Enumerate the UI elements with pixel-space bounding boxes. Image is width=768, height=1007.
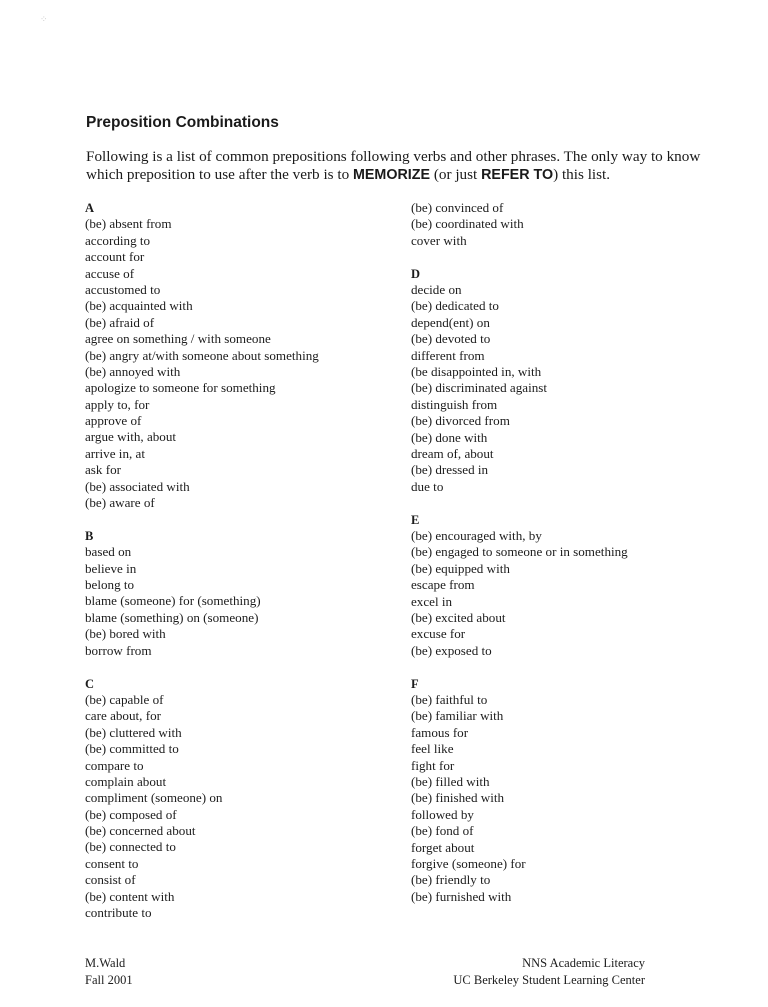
list-item: (be) convinced of <box>411 200 504 215</box>
list-item: consent to <box>85 855 139 871</box>
list-item: argue with, about <box>85 429 177 445</box>
list-item: forget about <box>411 839 475 855</box>
list-item: accuse of <box>85 265 135 281</box>
scan-speck-mark: ⁘ <box>40 14 48 24</box>
list-item: escape from <box>411 577 475 593</box>
list-item: (be) friendly to <box>411 872 491 888</box>
list-item: belong to <box>85 577 135 593</box>
list-item: forgive (someone) for <box>411 855 526 871</box>
section-letter-heading: A <box>85 201 95 215</box>
list-item: complain about <box>85 773 167 789</box>
list-item: apologize to someone for something <box>85 380 276 396</box>
list-item: (be) capable of <box>85 691 164 707</box>
section-letter-heading: B <box>85 528 94 543</box>
list-item: consist of <box>85 872 136 888</box>
list-item: accustomed to <box>85 281 161 297</box>
footer-author: M.Wald <box>85 956 126 970</box>
section-letter-heading: C <box>85 676 95 691</box>
list-item: cover with <box>411 232 467 248</box>
letter-section-f <box>411 676 711 905</box>
section-letter-heading: F <box>411 676 419 691</box>
footer-term: Fall 2001 <box>85 972 133 987</box>
intro-emphasis-memorize: MEMORIZE <box>352 167 431 183</box>
list-item: distinguish from <box>411 396 498 412</box>
list-item: famous for <box>411 724 469 740</box>
section-letter-heading: D <box>411 266 421 281</box>
list-item: compare to <box>85 757 144 773</box>
list-item: (be) fond of <box>411 823 474 839</box>
list-item: different from <box>411 347 485 363</box>
list-item: (be) devoted to <box>411 331 491 347</box>
list-item: followed by <box>411 806 474 822</box>
list-item: ask for <box>85 462 121 478</box>
page-title: Preposition Combinations <box>86 114 279 131</box>
list-item: (be) content with <box>85 888 175 904</box>
list-item: apply to, for <box>85 396 150 412</box>
list-item: (be) exposed to <box>411 642 492 658</box>
intro-text-3: ) this list. <box>553 166 611 183</box>
list-item: (be) concerned about <box>85 823 196 839</box>
list-item: borrow from <box>85 642 152 658</box>
footer-right <box>453 955 645 988</box>
intro-emphasis-refer-to: REFER TO <box>481 167 554 183</box>
list-item: care about, for <box>85 708 161 724</box>
list-item: (be) cluttered with <box>85 724 182 740</box>
list-item: (be) finished with <box>411 790 505 806</box>
list-item: (be disappointed in, with <box>411 364 542 380</box>
list-item: (be) connected to <box>85 839 176 855</box>
list-item: compliment (someone) on <box>85 790 223 806</box>
list-item: believe in <box>85 560 137 576</box>
list-item: (be) afraid of <box>85 314 155 330</box>
letter-section-continued <box>411 200 711 249</box>
right-column <box>411 200 711 905</box>
list-item: (be) filled with <box>411 774 490 789</box>
list-item: decide on <box>411 282 462 298</box>
list-item: excuse for <box>411 626 466 642</box>
list-item: excel in <box>411 593 453 609</box>
letter-section-d <box>411 266 711 495</box>
list-item: (be) associated with <box>85 478 190 494</box>
letter-section-a <box>85 200 385 511</box>
list-item: agree on something / with someone <box>85 331 271 347</box>
list-item: blame (something) on (someone) <box>85 609 259 625</box>
list-item: (be) excited about <box>411 609 506 625</box>
list-item: (be) encouraged with, by <box>411 528 542 544</box>
list-item: blame (someone) for (something) <box>85 593 261 609</box>
intro-text-2: (or just <box>433 166 478 183</box>
list-item: (be) bored with <box>85 626 166 642</box>
list-item: account for <box>85 249 145 265</box>
list-item: according to <box>85 232 151 248</box>
list-item: (be) aware of <box>85 495 155 511</box>
list-item: (be) absent from <box>85 216 172 232</box>
list-item: (be) annoyed with <box>85 363 181 379</box>
list-item: (be) discriminated against <box>411 380 547 396</box>
list-item: fight for <box>411 757 455 773</box>
section-letter-heading: E <box>411 512 420 527</box>
list-item: (be) done with <box>411 429 488 445</box>
list-item: (be) acquainted with <box>85 298 193 314</box>
list-item: (be) engaged to someone or in something <box>411 544 628 560</box>
list-item: depend(ent) on <box>411 314 490 330</box>
left-column <box>85 200 385 921</box>
footer-institution: UC Berkeley Student Learning Center <box>453 972 645 987</box>
intro-text-1: Following is a list of common prepositions following verbs and other phrases. The only way to know which preposition to use after the verb is to <box>86 148 701 183</box>
list-item: approve of <box>85 413 142 429</box>
list-item: dream of, about <box>411 445 494 461</box>
letter-section-b <box>85 528 385 659</box>
list-item: (be) dressed in <box>411 462 489 478</box>
list-item: (be) furnished with <box>411 888 512 904</box>
list-item: (be) composed of <box>85 806 177 822</box>
list-item: feel like <box>411 741 454 757</box>
list-item: (be) dedicated to <box>411 298 499 314</box>
footer-program: NNS Academic Literacy <box>522 956 645 970</box>
list-item: (be) equipped with <box>411 560 510 576</box>
list-item: (be) committed to <box>85 741 179 757</box>
list-item: (be) angry at/with someone about something <box>85 347 319 363</box>
list-item: based on <box>85 544 132 560</box>
list-item: arrive in, at <box>85 445 145 461</box>
intro-paragraph <box>86 148 706 184</box>
list-item: due to <box>411 478 444 494</box>
list-item: (be) coordinated with <box>411 216 524 232</box>
list-item: (be) divorced from <box>411 413 510 429</box>
footer-left <box>85 955 133 988</box>
list-item: (be) faithful to <box>411 692 488 708</box>
letter-section-c <box>85 676 385 922</box>
letter-section-e <box>411 512 711 660</box>
list-item: contribute to <box>85 905 152 921</box>
list-item: (be) familiar with <box>411 708 504 724</box>
